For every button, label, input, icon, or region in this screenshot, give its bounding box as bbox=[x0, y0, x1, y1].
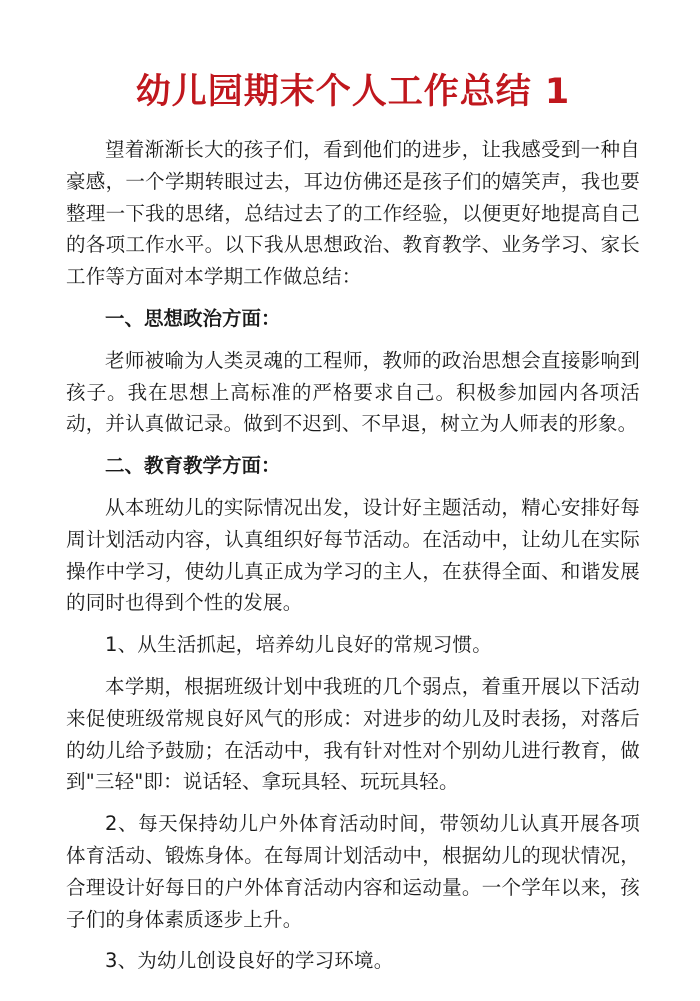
paragraph-politics: 老师被喻为人类灵魂的工程师，教师的政治思想会直接影响到孩子。我在思想上高标准的严格要求自己。积极参加园内各项活动，并认真做记录。做到不迟到、不早退，树立为人师表的形象。 bbox=[66, 348, 640, 436]
list-item-outdoor: 2、每天保持幼儿户外体育活动时间，带领幼儿认真开展各项体育活动、锻炼身体。在每周计划活动中，根据幼儿的现状情况，合理设计好每日的户外体育活动内容和运动量。一个学年以来，孩子们的身体素质逐步上升。 bbox=[66, 812, 640, 931]
paragraph-intro: 望着渐渐长大的孩子们，看到他们的进步，让我感受到一种自豪感，一个学期转眼过去，耳边仿佛还是孩子们的嬉笑声，我也要整理一下我的思绪，总结过去了的工作经验，以便更好地提高自己的各项工作水平。以下我从思想政治、教育教学、业务学习、家长工作等方面对本学期工作做总结： bbox=[66, 138, 640, 289]
list-item-habits: 1、从生活抓起，培养幼儿良好的常规习惯。 bbox=[105, 633, 492, 657]
list-item-environment: 3、为幼儿创设良好的学习环境。 bbox=[105, 949, 394, 973]
paragraph-teaching: 从本班幼儿的实际情况出发，设计好主题活动，精心安排好每周计划活动内容，认真组织好每节活动。在活动中，让幼儿在实际操作中学习，使幼儿真正成为学习的主人，在获得全面、和谐发展的同时也得到个性的发展。 bbox=[66, 495, 640, 615]
section-heading-teaching: 二、教育教学方面： bbox=[105, 454, 281, 478]
paragraph-habits: 本学期，根据班级计划中我班的几个弱点，着重开展以下活动来促使班级常规良好风气的形成：对进步的幼儿及时表扬，对落后的幼儿给予鼓励；在活动中，我有针对性对个别幼儿进行教育，做到"三轻"即：说话轻、拿玩具轻、玩玩具轻。 bbox=[66, 674, 640, 794]
section-heading-politics: 一、思想政治方面： bbox=[105, 306, 281, 330]
document-title: 幼儿园期末个人工作总结 1 bbox=[135, 72, 571, 112]
